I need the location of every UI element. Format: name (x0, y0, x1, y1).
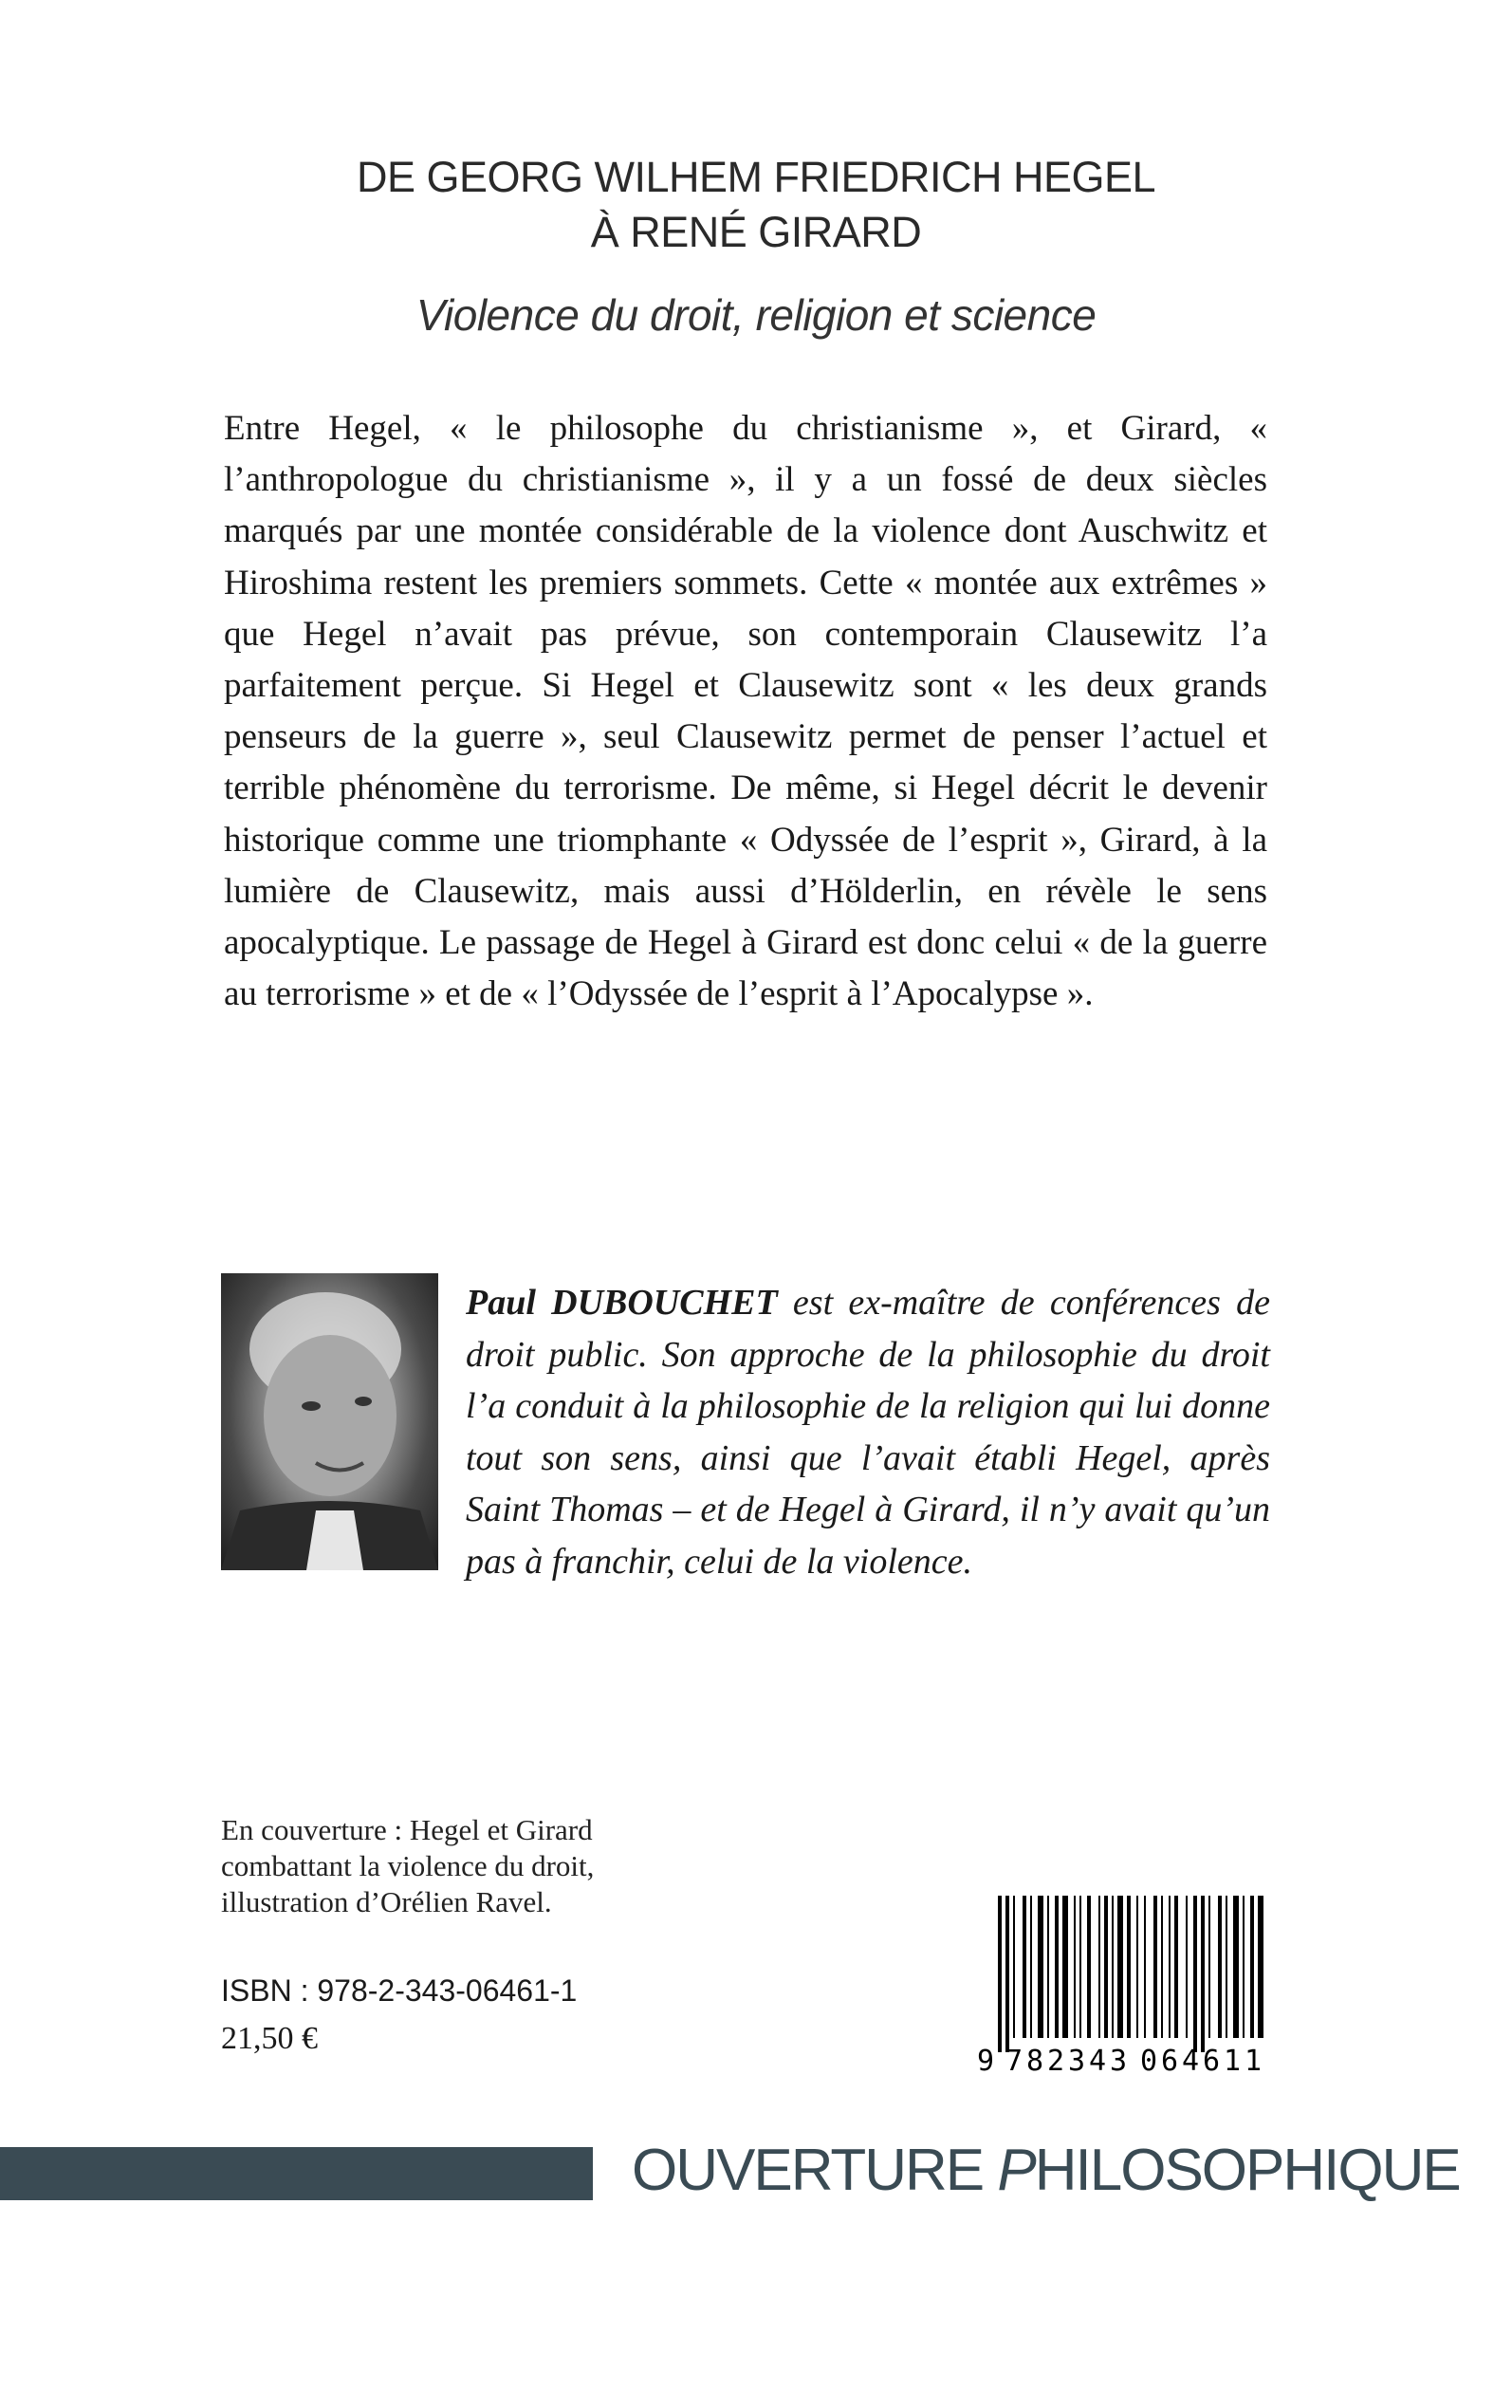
isbn: ISBN : 978-2-343-06461-1 (221, 1973, 578, 2008)
barcode-bar (1226, 1896, 1227, 2038)
barcode-bar (1218, 1896, 1222, 2038)
barcode-left-digits: 782343 (1005, 2045, 1127, 2078)
barcode-bar (998, 1896, 1002, 2052)
credit-line-2: combattant la violence du droit, (221, 1849, 595, 1882)
series-word-2: HILOSOPHIQUE (1034, 2138, 1460, 2203)
barcode-bar (1079, 1896, 1081, 2038)
barcode-bar (1127, 1896, 1131, 2038)
series-bar (0, 2147, 593, 2200)
cover-credit (221, 1812, 594, 1920)
barcode-bar (1112, 1896, 1114, 2038)
barcode-bar (1144, 1896, 1146, 2038)
price: 21,50 € (221, 2021, 318, 2056)
summary-text: Entre Hegel, « le philosophe du christianisme », et Girard, « l’anthropologue du christianisme », il y a un fossé de deux siècles marqués par une montée considérable de la violence dont Auschwitz et Hiroshima restent les premiers sommets. Cette « montée aux extrêmes » que Hegel n’avait pas prévue, son contemporain Clausewitz l’a parfaitement perçue. Si Hegel et Clausewitz sont « les deux grands penseurs de la guerre », seul Clausewitz permet de penser l’actuel et terrible phénomène du terrorisme. De même, si Hegel décrit le devenir historique comme une triomphante « Odyssée de l’esprit », Girard, à la lumière de Clausewitz, mais aussi d’Hölderlin, en révèle le sens apocalyptique. Le passage de Hegel à Girard est donc celui « de la guerre au terrorisme » et de « l’Odyssée de l’esprit à l’Apocalypse ». (224, 409, 1267, 1014)
barcode-bar (1055, 1896, 1059, 2038)
book-subtitle: Violence du droit, religion et science (415, 290, 1097, 340)
barcode-right-digits: 064611 (1140, 2045, 1262, 2078)
author-bio (466, 1277, 1270, 1587)
barcode-bar (1208, 1896, 1210, 2038)
barcode-bar (1013, 1896, 1015, 2038)
barcode-bar (1104, 1896, 1108, 2038)
barcode-first-digit: 9 (977, 2045, 995, 2078)
barcode-bar (1169, 1896, 1171, 2038)
barcode-bar (1250, 1896, 1254, 2038)
barcode-bar (1136, 1896, 1138, 2038)
barcode (977, 1888, 1271, 2078)
barcode-bar (1243, 1896, 1245, 2038)
author-bio-text: est ex-maître de conférences de droit public. Son approche de la philosophie du droit l’a conduit à la philosophie de la religion qui lui donne tout son sens, ainsi que l’avait établi Hegel, après Saint Thomas – et de Hegel à Girard, il n’y avait qu’un pas à franchir, celui de la violence. (466, 1283, 1270, 1582)
barcode-bar (1161, 1896, 1163, 2038)
credit-line-1: En couverture : Hegel et Girard (221, 1813, 593, 1846)
barcode-bar (1087, 1896, 1091, 2038)
title-line-2: À RENÉ GIRARD (590, 208, 922, 256)
barcode-bar (1233, 1896, 1239, 2038)
barcode-bar (1062, 1896, 1068, 2038)
barcode-bar (1023, 1896, 1026, 2038)
barcode-bar (1038, 1896, 1043, 2038)
barcode-bar (1258, 1896, 1263, 2038)
barcode-bar (1186, 1896, 1188, 2038)
barcode-bar (1005, 1896, 1009, 2052)
series-word-1: OUVERTURE (632, 2138, 998, 2203)
author-photo (221, 1273, 438, 1570)
barcode-bar (1117, 1896, 1123, 2038)
barcode-bar (1201, 1896, 1205, 2052)
barcode-bar (1030, 1896, 1032, 2038)
title-line-1: DE GEORG WILHEM FRIEDRICH HEGEL (356, 153, 1156, 201)
barcode-bar (1047, 1896, 1049, 2038)
series-name (632, 2137, 1460, 2204)
series-italic-letter: P (997, 2138, 1035, 2203)
author-name: Paul DUBOUCHET (466, 1283, 778, 1323)
barcode-bar (1098, 1896, 1100, 2038)
barcode-bar (1074, 1896, 1076, 2038)
barcode-bar (1174, 1896, 1178, 2038)
barcode-bar (1153, 1896, 1157, 2038)
credit-line-3: illustration d’Orélien Ravel. (221, 1885, 552, 1918)
barcode-bar (1193, 1896, 1197, 2052)
book-title (0, 150, 1512, 260)
